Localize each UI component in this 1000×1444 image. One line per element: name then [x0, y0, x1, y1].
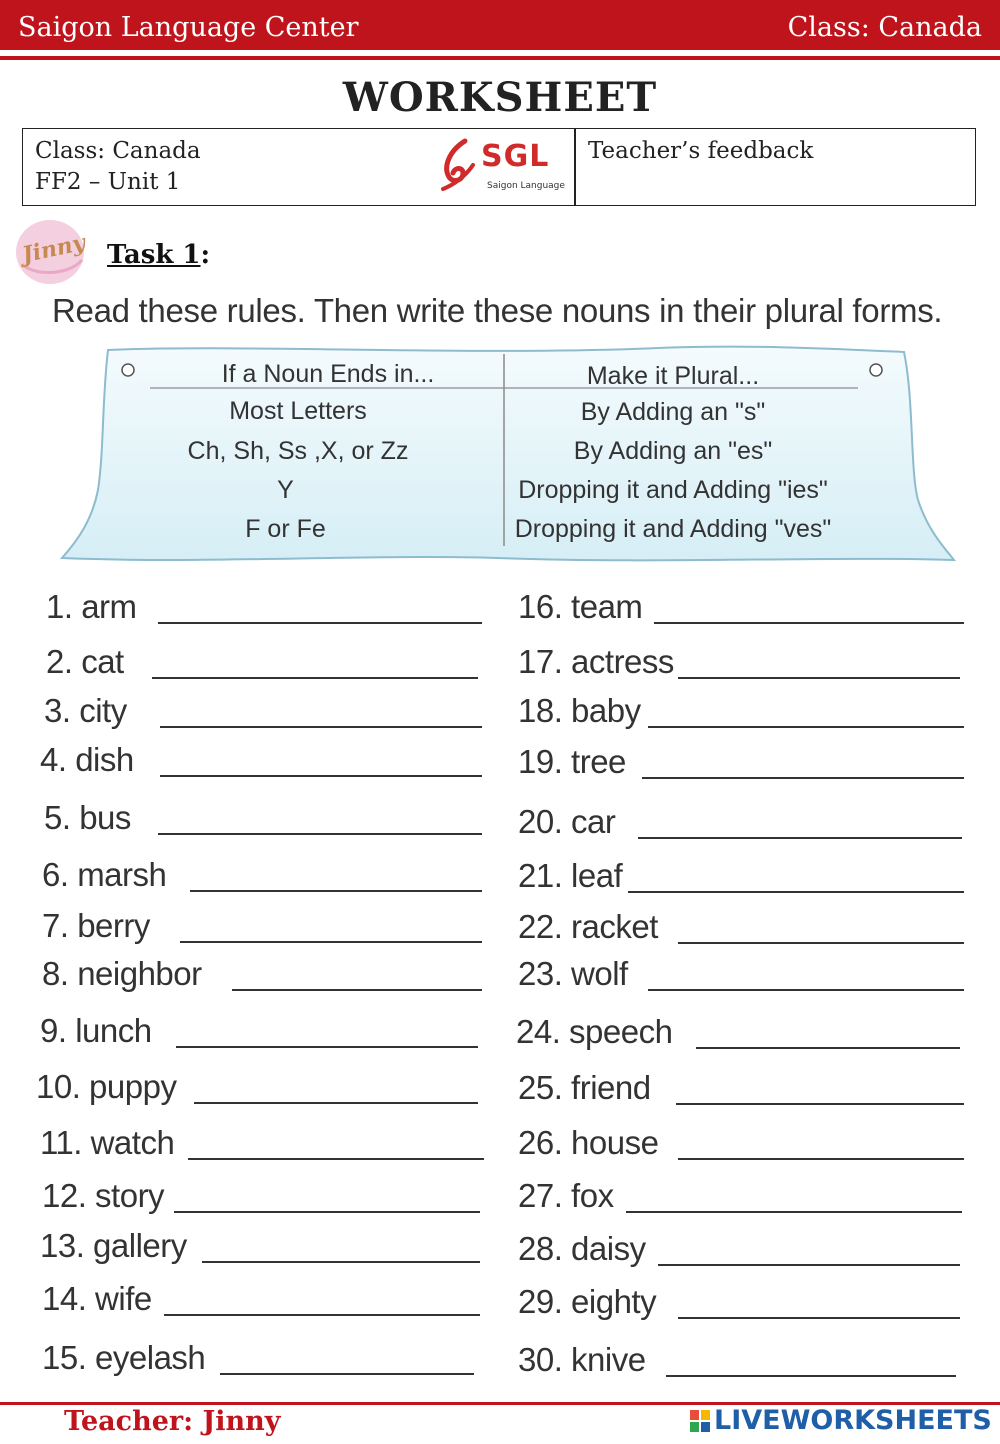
exercise-item: 15. eyelash: [42, 1339, 486, 1379]
answer-line[interactable]: [654, 622, 964, 624]
answer-line[interactable]: [626, 1211, 962, 1213]
rule-end: Y: [277, 476, 294, 504]
answer-line[interactable]: [190, 890, 482, 892]
instruction-text: Read these rules. Then write these nouns in their plural forms.: [52, 292, 943, 329]
liveworksheets-brand[interactable]: [690, 1405, 992, 1436]
answer-line[interactable]: [152, 677, 478, 679]
exercise-item: 8. neighbor: [42, 955, 486, 995]
exercise-item: 29. eighty: [518, 1283, 966, 1323]
info-class: Class: Canada: [35, 138, 201, 164]
answer-line[interactable]: [202, 1261, 480, 1263]
exercise-item: 28. daisy: [518, 1230, 966, 1270]
exercise-item: 5. bus: [44, 799, 486, 839]
header-class: Class: Canada: [787, 12, 982, 43]
answer-line[interactable]: [648, 726, 964, 728]
exercise-item: 30. knive: [518, 1341, 966, 1381]
exercise-item: 20. car: [518, 803, 966, 843]
badge-text: Jinny: [19, 229, 88, 269]
answer-line[interactable]: [220, 1373, 474, 1375]
rule-plural: By Adding an "s": [580, 398, 766, 426]
exercise-item: 7. berry: [42, 907, 486, 947]
exercise-item: 26. house: [518, 1124, 966, 1164]
answer-line[interactable]: [188, 1158, 484, 1160]
exercise-item: 1. arm: [46, 588, 486, 628]
answer-line[interactable]: [696, 1047, 960, 1049]
exercise-item: 22. racket: [518, 908, 966, 948]
exercise-item: 16. team: [518, 588, 966, 628]
rules-table: [58, 340, 958, 570]
answer-line[interactable]: [648, 989, 964, 991]
exercise-item: 19. tree: [518, 743, 966, 783]
exercise-item: 4. dish: [40, 741, 486, 781]
sgl-swirl-icon: [435, 137, 481, 197]
rules-header-plural: Make it Plural...: [586, 362, 760, 390]
exercise-item: 2. cat: [46, 643, 486, 683]
exercise-item: 9. lunch: [40, 1012, 486, 1052]
exercise-item: 10. puppy: [36, 1068, 486, 1108]
header-bar: [0, 0, 1000, 50]
liveworksheets-logo-icon: [690, 1410, 710, 1432]
teacher-name: Teacher: Jinny: [64, 1406, 281, 1437]
rule-end: Most Letters: [229, 397, 367, 425]
answer-line[interactable]: [158, 622, 482, 624]
rule-end: F or Fe: [245, 515, 326, 543]
exercise-item: 23. wolf: [518, 955, 966, 995]
jinny-badge: [14, 214, 90, 290]
logo-text: SGL: [481, 139, 550, 174]
answer-line[interactable]: [678, 677, 960, 679]
rule-end: Ch, Sh, Ss ,X, or Zz: [187, 437, 409, 465]
sgl-logo: [435, 137, 565, 197]
answer-line[interactable]: [176, 1046, 478, 1048]
header-divider: [0, 56, 1000, 60]
exercise-item: 27. fox: [518, 1177, 966, 1217]
answer-line[interactable]: [160, 726, 482, 728]
logo-subtext: Saigon Language: [487, 181, 565, 191]
school-name: Saigon Language Center: [18, 12, 359, 43]
answer-line[interactable]: [658, 1264, 960, 1266]
rule-plural: Dropping it and Adding "ies": [518, 476, 828, 504]
rules-header-ends: If a Noun Ends in...: [221, 360, 435, 388]
answer-line[interactable]: [174, 1211, 480, 1213]
answer-line[interactable]: [164, 1314, 480, 1316]
brand-text: LIVEWORKSHEETS: [714, 1405, 992, 1436]
page-title: WORKSHEET: [342, 74, 658, 121]
answer-line[interactable]: [232, 989, 482, 991]
exercise-item: 13. gallery: [40, 1227, 486, 1267]
exercise-item: 3. city: [44, 692, 484, 732]
exercise-item: 21. leaf: [518, 857, 966, 897]
rule-plural: Dropping it and Adding "ves": [514, 515, 832, 543]
answer-line[interactable]: [676, 1103, 964, 1105]
answer-line[interactable]: [628, 891, 964, 893]
answer-line[interactable]: [194, 1102, 478, 1104]
info-unit: FF2 – Unit 1: [35, 169, 181, 195]
task-label: Task 1: [107, 240, 201, 270]
answer-line[interactable]: [158, 833, 482, 835]
info-box: [22, 128, 976, 206]
answer-line[interactable]: [638, 837, 962, 839]
answer-line[interactable]: [160, 775, 482, 777]
answer-line[interactable]: [642, 777, 964, 779]
rule-plural: By Adding an "es": [573, 437, 773, 465]
answer-line[interactable]: [666, 1375, 956, 1377]
exercise-item: 25. friend: [518, 1069, 966, 1109]
info-divider: [574, 129, 576, 205]
exercise-item: 6. marsh: [42, 856, 486, 896]
exercise-item: 14. wife: [42, 1280, 486, 1320]
exercise-item: 11. watch: [40, 1124, 486, 1164]
exercise-item: 24. speech: [516, 1013, 966, 1053]
exercise-item: 12. story: [42, 1177, 486, 1217]
answer-line[interactable]: [678, 942, 964, 944]
exercise-item: 18. baby: [518, 692, 966, 732]
teacher-feedback-label: Teacher’s feedback: [588, 138, 814, 164]
answer-line[interactable]: [678, 1158, 964, 1160]
task-heading: Task 1:: [107, 240, 211, 270]
exercise-item: 17. actress: [518, 643, 966, 683]
answer-line[interactable]: [180, 941, 482, 943]
answer-line[interactable]: [678, 1317, 960, 1319]
